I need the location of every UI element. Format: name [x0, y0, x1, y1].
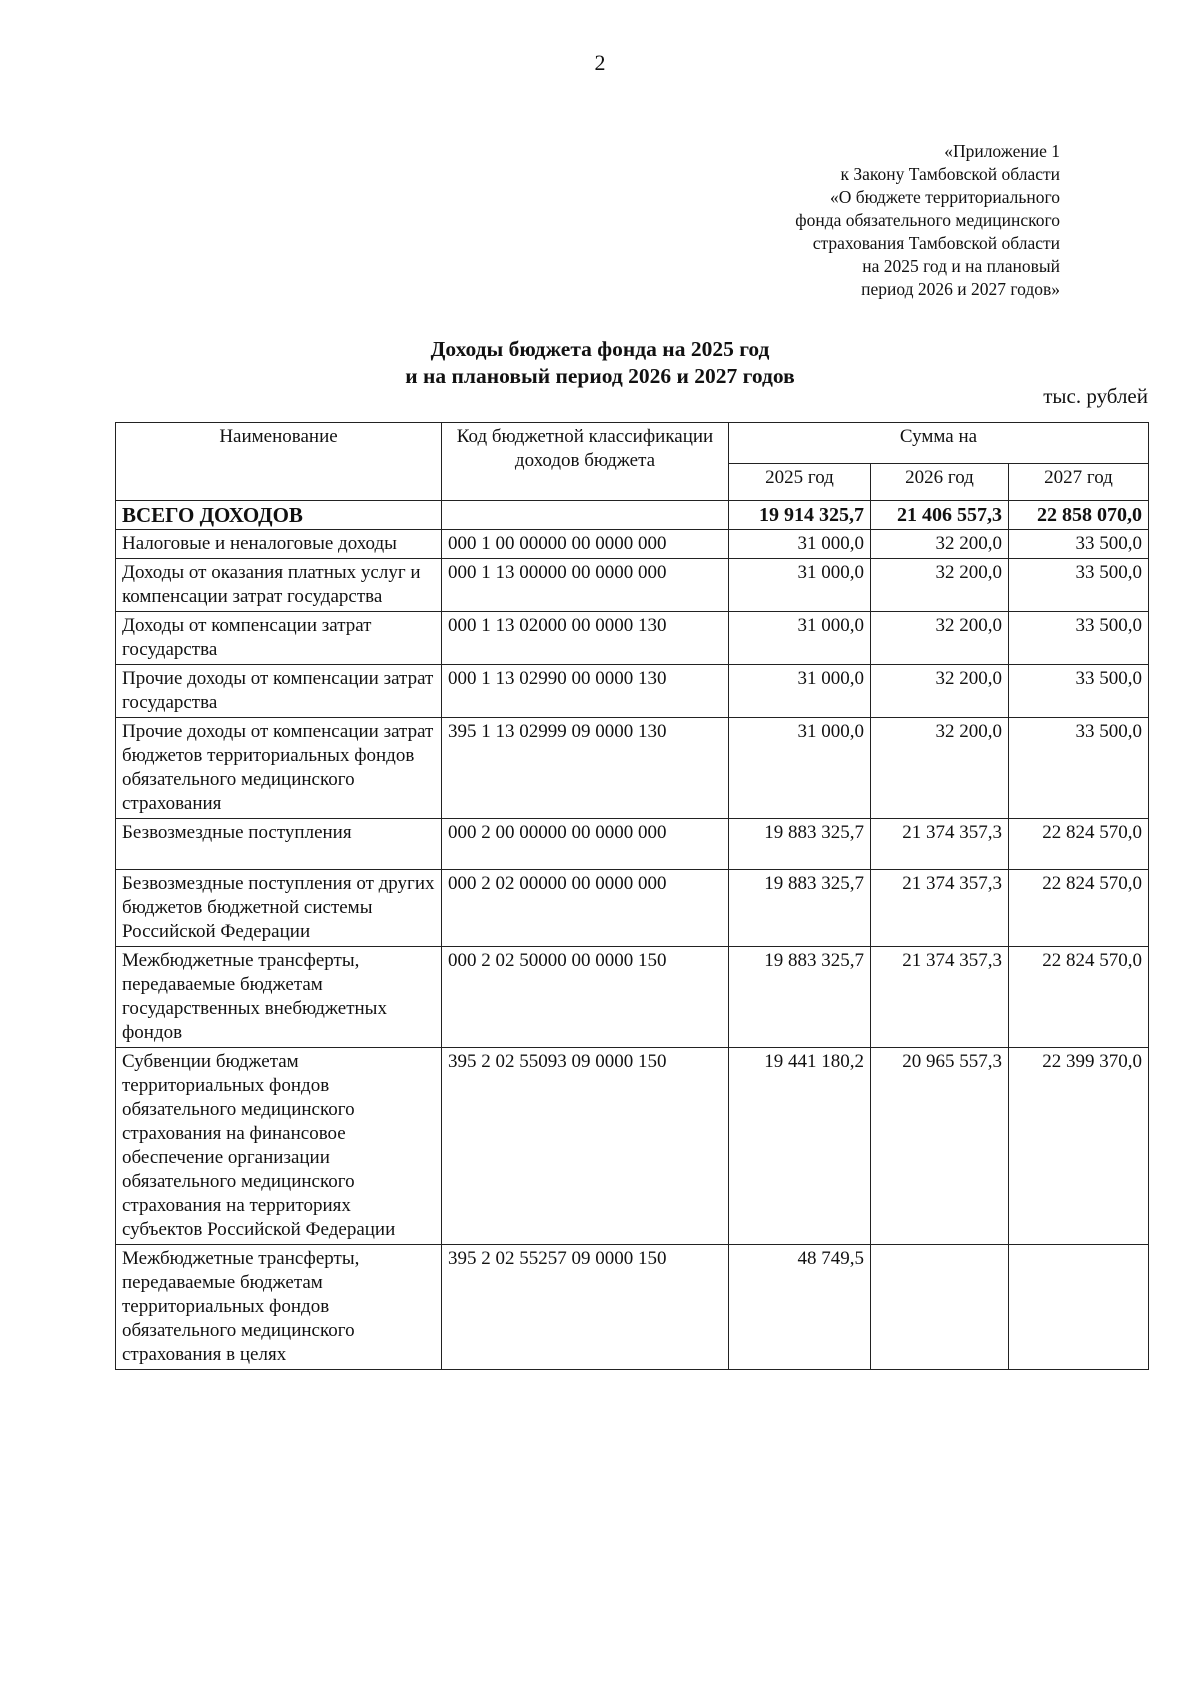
value-2027: 22 858 070,0 — [1009, 501, 1149, 530]
row-name: Безвозмездные поступления от других бюджетов бюджетной системы Российской Федерации — [116, 870, 442, 947]
row-code: 000 1 13 02000 00 0000 130 — [442, 612, 729, 665]
appendix-line: фонда обязательного медицинского — [795, 210, 1060, 230]
column-header-code: Код бюджетной классификации доходов бюджета — [442, 423, 729, 501]
value-2026: 32 200,0 — [871, 559, 1009, 612]
row-name: Межбюджетные трансферты, передаваемые бюджетам государственных внебюджетных фондов — [116, 947, 442, 1048]
units-label: тыс. рублей — [1043, 384, 1148, 408]
row-name: Субвенции бюджетам территориальных фондов обязательного медицинского страхования на финансовое обеспечение организации обязательного медицинского страхования на территориях субъектов Российской Федерации — [116, 1048, 442, 1245]
row-name: Налоговые и неналоговые доходы — [116, 530, 442, 559]
value-2027 — [1009, 1245, 1149, 1370]
row-name: Доходы от компенсации затрат государства — [116, 612, 442, 665]
table-row — [116, 530, 1149, 559]
appendix-line: на 2025 год и на плановый — [862, 256, 1060, 276]
column-header-year: 2026 год — [871, 464, 1009, 501]
row-code: 000 2 02 50000 00 0000 150 — [442, 947, 729, 1048]
row-name: ВСЕГО ДОХОДОВ — [116, 501, 442, 530]
row-code: 395 2 02 55257 09 0000 150 — [442, 1245, 729, 1370]
value-2025: 19 441 180,2 — [729, 1048, 871, 1245]
column-header-year: 2025 год — [729, 464, 871, 501]
row-name: Доходы от оказания платных услуг и компенсации затрат государства — [116, 559, 442, 612]
value-2025: 48 749,5 — [729, 1245, 871, 1370]
column-header-sum: Сумма на — [729, 423, 1149, 464]
value-2027: 22 824 570,0 — [1009, 870, 1149, 947]
title-line: Доходы бюджета фонда на 2025 год — [430, 337, 770, 361]
row-code — [442, 501, 729, 530]
value-2025: 19 883 325,7 — [729, 870, 871, 947]
row-code: 395 1 13 02999 09 0000 130 — [442, 718, 729, 819]
value-2027: 22 824 570,0 — [1009, 947, 1149, 1048]
row-name: Межбюджетные трансферты, передаваемые бюджетам территориальных фондов обязательного медицинского страхования в целях — [116, 1245, 442, 1370]
title-line: и на плановый период 2026 и 2027 годов — [405, 364, 795, 388]
row-code: 000 2 00 00000 00 0000 000 — [442, 819, 729, 870]
row-name: Прочие доходы от компенсации затрат бюджетов территориальных фондов обязательного медицинского страхования — [116, 718, 442, 819]
value-2025: 19 914 325,7 — [729, 501, 871, 530]
table-row — [116, 665, 1149, 718]
revenue-table — [115, 422, 1149, 1370]
row-name: Прочие доходы от компенсации затрат государства — [116, 665, 442, 718]
value-2026 — [871, 1245, 1009, 1370]
value-2027: 22 399 370,0 — [1009, 1048, 1149, 1245]
value-2026: 32 200,0 — [871, 530, 1009, 559]
value-2026: 32 200,0 — [871, 612, 1009, 665]
value-2027: 33 500,0 — [1009, 612, 1149, 665]
value-2026: 21 374 357,3 — [871, 870, 1009, 947]
table-row — [116, 870, 1149, 947]
table-row — [116, 612, 1149, 665]
table-row — [116, 819, 1149, 870]
value-2026: 20 965 557,3 — [871, 1048, 1009, 1245]
value-2025: 31 000,0 — [729, 612, 871, 665]
value-2026: 32 200,0 — [871, 665, 1009, 718]
table-row — [116, 718, 1149, 819]
value-2025: 19 883 325,7 — [729, 819, 871, 870]
appendix-reference — [700, 140, 1060, 301]
value-2025: 31 000,0 — [729, 559, 871, 612]
appendix-line: «О бюджете территориального — [830, 187, 1060, 207]
row-code: 000 2 02 00000 00 0000 000 — [442, 870, 729, 947]
appendix-line: «Приложение 1 — [944, 141, 1060, 161]
appendix-line: период 2026 и 2027 годов» — [861, 279, 1060, 299]
value-2026: 21 374 357,3 — [871, 819, 1009, 870]
page-number: 2 — [594, 50, 606, 75]
row-code: 000 1 13 02990 00 0000 130 — [442, 665, 729, 718]
value-2025: 31 000,0 — [729, 530, 871, 559]
row-code: 395 2 02 55093 09 0000 150 — [442, 1048, 729, 1245]
value-2025: 31 000,0 — [729, 718, 871, 819]
value-2027: 33 500,0 — [1009, 718, 1149, 819]
table-row — [116, 1048, 1149, 1245]
table-row — [116, 947, 1149, 1048]
value-2027: 33 500,0 — [1009, 665, 1149, 718]
row-code: 000 1 13 00000 00 0000 000 — [442, 559, 729, 612]
value-2027: 22 824 570,0 — [1009, 819, 1149, 870]
appendix-line: к Закону Тамбовской области — [840, 164, 1060, 184]
value-2026: 21 374 357,3 — [871, 947, 1009, 1048]
value-2025: 19 883 325,7 — [729, 947, 871, 1048]
row-name: Безвозмездные поступления — [116, 819, 442, 870]
table-row — [116, 559, 1149, 612]
appendix-line: страхования Тамбовской области — [812, 233, 1060, 253]
value-2026: 32 200,0 — [871, 718, 1009, 819]
value-2025: 31 000,0 — [729, 665, 871, 718]
column-header-name: Наименование — [116, 423, 442, 501]
value-2027: 33 500,0 — [1009, 559, 1149, 612]
table-row — [116, 1245, 1149, 1370]
value-2026: 21 406 557,3 — [871, 501, 1009, 530]
document-title — [0, 336, 1200, 390]
row-code: 000 1 00 00000 00 0000 000 — [442, 530, 729, 559]
table-row-total — [116, 501, 1149, 530]
value-2027: 33 500,0 — [1009, 530, 1149, 559]
column-header-year: 2027 год — [1009, 464, 1149, 501]
